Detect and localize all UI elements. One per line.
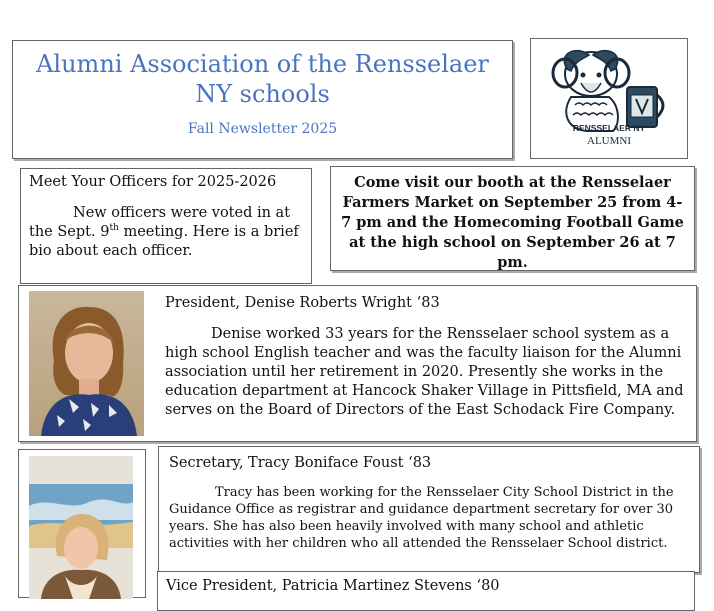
logo-text-top: RENSSELAER NY <box>572 123 646 133</box>
officers-intro <box>20 168 312 284</box>
secretary-bio: Tracy has been working for the Rensselaer City School District in the Guidance Office as registrar and guidance department secretary for over 30 years. She has also been heavily involved with many school and athletic activities with her children who all attended the Rensselaer School district. <box>169 485 674 551</box>
booth-announcement <box>330 166 695 271</box>
newsletter-title-line2: NY schools <box>195 80 330 108</box>
vice-president-title: Vice President, Patricia Martinez Stevens ‘80 <box>166 578 500 594</box>
officer-card-secretary <box>158 446 700 573</box>
officers-intro-body <box>29 204 303 261</box>
president-photo <box>29 291 144 436</box>
booth-text: Come visit our booth at the Rensselaer Farmers Market on September 25 from 4-7 pm and the Homecoming Football Game at the high school on September 26 at 7 pm. <box>341 174 684 271</box>
ram-mascot-icon <box>531 39 687 158</box>
intro-body-post: meeting. Here is a brief bio about each officer. <box>29 224 299 259</box>
logo-text-bottom: ALUMNI <box>587 135 631 147</box>
president-title: President, Denise Roberts Wright ‘83 <box>165 295 440 311</box>
officers-intro-heading: Meet Your Officers for 2025-2026 <box>29 174 277 190</box>
intro-body-sup: th <box>109 223 119 234</box>
officer-card-president <box>18 285 697 442</box>
newsletter-header <box>12 40 513 159</box>
alumni-logo <box>530 38 688 159</box>
secretary-title: Secretary, Tracy Boniface Foust ‘83 <box>169 455 432 471</box>
officer-card-vice-president <box>157 571 695 611</box>
intro-body-pre: New officers were voted in at the Sept. 9 <box>29 205 291 240</box>
secretary-photo-frame <box>18 449 146 598</box>
newsletter-title-line1: Alumni Association of the Rensselaer <box>36 50 489 78</box>
newsletter-subtitle: Fall Newsletter 2025 <box>187 121 338 137</box>
president-text <box>165 294 687 420</box>
president-bio: Denise worked 33 years for the Rensselaer school system as a high school English teacher and was the faculty liaison for the Alumni association until her retirement in 2020. Presently she works in the education department at Hancock Shaker Village in Pittsfield, MA and serves on the Board of Directors of the East Schodack Fire Company. <box>165 326 684 418</box>
secretary-photo <box>29 456 133 599</box>
